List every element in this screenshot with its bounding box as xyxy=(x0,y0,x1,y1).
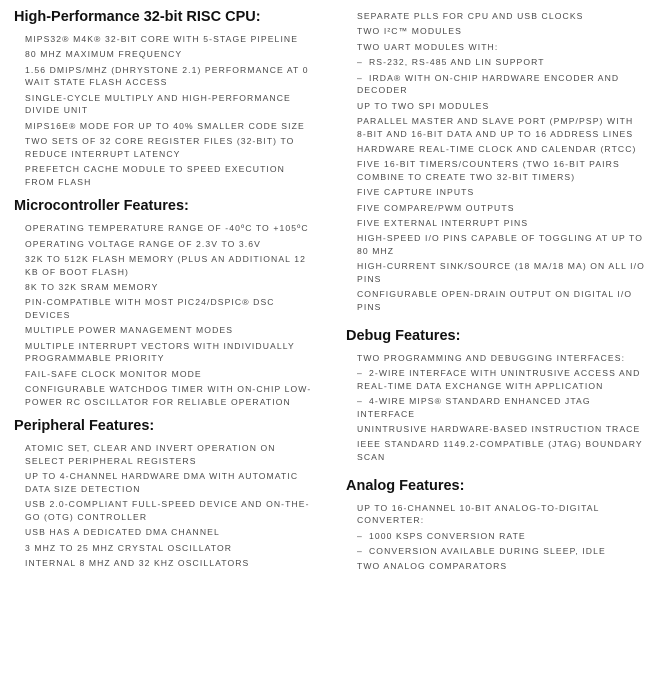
list-item: TWO ANALOG COMPARATORS xyxy=(357,561,508,572)
section-title: High-Performance 32-bit RISC CPU: xyxy=(14,9,261,25)
list-item: PARALLEL MASTER AND SLAVE PORT (PMP/PSP) WITH 8-BIT AND 16-BIT DATA AND UP TO 16 ADDRESS LINES xyxy=(357,115,634,139)
list-item: UP TO 4-CHANNEL HARDWARE DMA WITH AUTOMATIC DATA SIZE DETECTION xyxy=(25,471,299,494)
section-title: Debug Features: xyxy=(346,327,461,344)
list-sub-item: – IRDA® WITH ON-CHIP HARDWARE ENCODER AND DECODER xyxy=(357,72,620,96)
dash-bullet-icon: – xyxy=(357,72,363,83)
section-title: Peripheral Features: xyxy=(14,418,155,435)
list-sub-item: – 4-WIRE MIPS® STANDARD ENHANCED JTAG INTERFACE xyxy=(357,396,591,419)
list-sub-item: – 2-WIRE INTERFACE WITH UNINTRUSIVE ACCESS AND REAL-TIME DATA EXCHANGE WITH APPLICATION xyxy=(357,368,641,391)
cpu-section xyxy=(14,9,314,188)
list-item: IEEE STANDARD 1149.2-COMPATIBLE (JTAG) BOUNDARY SCAN xyxy=(357,439,643,462)
dash-bullet-icon: – xyxy=(357,368,363,379)
list-item: MIPS32® M4K® 32-BIT CORE WITH 5-STAGE PIPELINE xyxy=(25,34,299,44)
list-item: TWO SETS OF 32 CORE REGISTER FILES (32-BIT) TO REDUCE INTERRUPT LATENCY xyxy=(25,136,295,159)
list-item: USB 2.0-COMPLIANT FULL-SPEED DEVICE AND ON-THE-GO (OTG) CONTROLLER xyxy=(25,499,310,522)
left-column xyxy=(14,9,314,573)
dash-bullet-icon: – xyxy=(357,545,363,556)
list-item: TWO UART MODULES WITH: xyxy=(357,41,499,52)
list-item: FIVE COMPARE/PWM OUTPUTS xyxy=(357,202,515,213)
list-item: FIVE CAPTURE INPUTS xyxy=(357,187,475,198)
list-item: CONFIGURABLE WATCHDOG TIMER WITH ON-CHIP LOW-POWER RC OSCILLATOR FOR RELIABLE OPERATION xyxy=(25,384,312,407)
list-sub-item: – 1000 KSPS CONVERSION RATE xyxy=(357,530,526,541)
section-title: Analog Features: xyxy=(346,477,465,494)
list-item: SINGLE-CYCLE MULTIPLY AND HIGH-PERFORMANCE DIVIDE UNIT xyxy=(25,92,291,116)
list-item: PREFETCH CACHE MODULE TO SPEED EXECUTION FROM FLASH xyxy=(25,164,285,187)
list-item: OPERATING TEMPERATURE RANGE OF -40ºC TO +105ºC xyxy=(25,223,309,234)
list-item: 8K TO 32K SRAM MEMORY xyxy=(25,282,159,293)
list-sub-item: – CONVERSION AVAILABLE DURING SLEEP, IDLE xyxy=(357,545,606,556)
debug-section xyxy=(346,328,646,464)
list-item: CONFIGURABLE OPEN-DRAIN OUTPUT ON DIGITAL I/O PINS xyxy=(357,289,633,313)
list-item: MULTIPLE POWER MANAGEMENT MODES xyxy=(25,325,234,336)
dash-bullet-icon: – xyxy=(357,57,363,68)
list-item: 80 MHZ MAXIMUM FREQUENCY xyxy=(25,49,183,60)
peripheral-continued-section xyxy=(346,10,646,314)
list-item: 32K TO 512K FLASH MEMORY (PLUS AN ADDITIONAL 12 KB OF BOOT FLASH) xyxy=(25,254,306,277)
list-item: 3 MHZ TO 25 MHZ CRYSTAL OSCILLATOR xyxy=(25,542,233,553)
list-item: UNINTRUSIVE HARDWARE-BASED INSTRUCTION TRACE xyxy=(357,423,641,434)
list-item: HIGH-CURRENT SINK/SOURCE (18 MA/18 MA) ON ALL I/O PINS xyxy=(357,261,645,285)
list-item: INTERNAL 8 MHZ AND 32 KHZ OSCILLATORS xyxy=(25,558,250,569)
list-item: UP TO 16-CHANNEL 10-BIT ANALOG-TO-DIGITAL CONVERTER: xyxy=(357,502,600,526)
list-item: MULTIPLE INTERRUPT VECTORS WITH INDIVIDUALLY PROGRAMMABLE PRIORITY xyxy=(25,340,295,364)
list-item: FAIL-SAFE CLOCK MONITOR MODE xyxy=(25,368,202,379)
list-item: HIGH-SPEED I/O PINS CAPABLE OF TOGGLING AT UP TO 80 MHZ xyxy=(357,233,644,257)
list-item: TWO PROGRAMMING AND DEBUGGING INTERFACES: xyxy=(357,352,626,363)
analog-section xyxy=(346,478,646,573)
list-item: ATOMIC SET, CLEAR AND INVERT OPERATION ON SELECT PERIPHERAL REGISTERS xyxy=(25,443,276,466)
list-item: OPERATING VOLTAGE RANGE OF 2.3V TO 3.6V xyxy=(25,238,261,249)
list-item: FIVE 16-BIT TIMERS/COUNTERS (TWO 16-BIT PAIRS COMBINE TO CREATE TWO 32-BIT TIMERS) xyxy=(357,159,620,182)
peripheral-section xyxy=(14,418,314,569)
section-title: Microcontroller Features: xyxy=(14,198,189,215)
list-item: SEPARATE PLLS FOR CPU AND USB CLOCKS xyxy=(357,11,584,21)
list-item: HARDWARE REAL-TIME CLOCK AND CALENDAR (RTCC) xyxy=(357,143,637,154)
list-item: UP TO TWO SPI MODULES xyxy=(357,100,490,111)
list-item: TWO I²C™ MODULES xyxy=(357,26,462,37)
list-item: FIVE EXTERNAL INTERRUPT PINS xyxy=(357,218,529,229)
list-item: MIPS16E® MODE FOR UP TO 40% SMALLER CODE SIZE xyxy=(25,120,305,131)
right-column xyxy=(346,10,646,576)
microcontroller-section xyxy=(14,198,314,408)
list-item: USB HAS A DEDICATED DMA CHANNEL xyxy=(25,527,220,538)
dash-bullet-icon: – xyxy=(357,396,363,406)
list-sub-item: – RS-232, RS-485 AND LIN SUPPORT xyxy=(357,57,545,68)
list-item: 1.56 DMIPS/MHZ (DHRYSTONE 2.1) PERFORMANCE AT 0 WAIT STATE FLASH ACCESS xyxy=(25,64,309,88)
list-item: PIN-COMPATIBLE WITH MOST PIC24/DSPIC® DSC DEVICES xyxy=(25,297,275,321)
dash-bullet-icon: – xyxy=(357,530,363,541)
